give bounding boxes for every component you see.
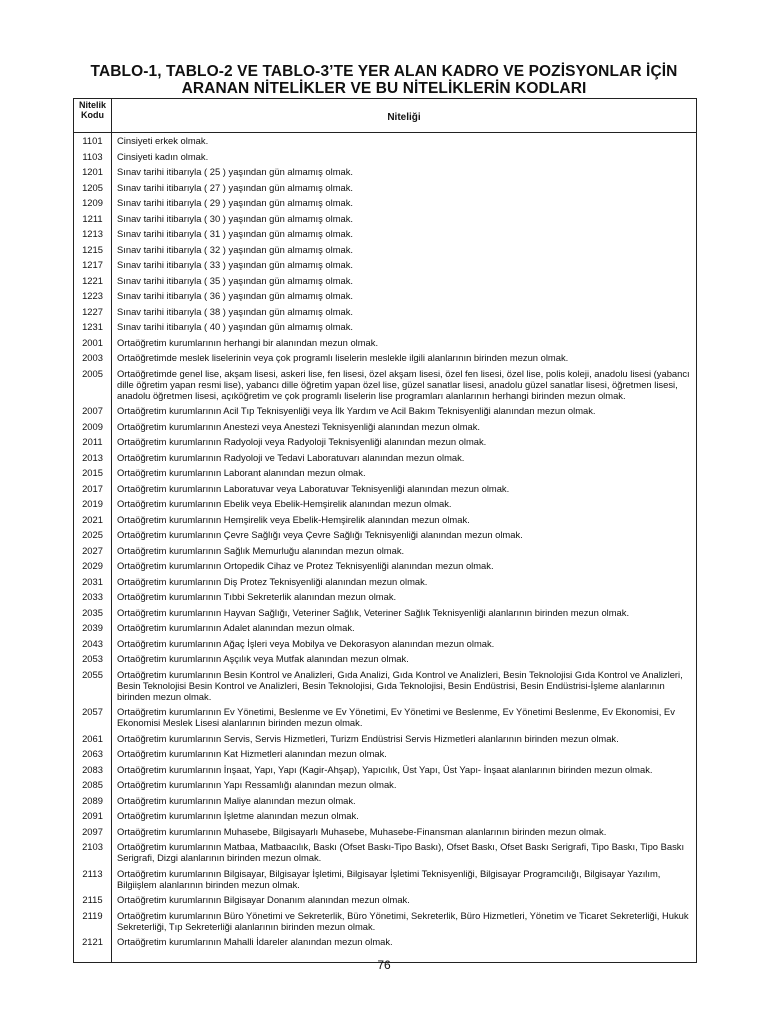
qualification-code: 2103: [74, 840, 112, 867]
qualification-code: 2033: [74, 590, 112, 606]
qualification-description: Ortaöğretimde meslek liselerinin veya çok programlı liselerin meslekle ilgili alanlarının birinden mezun olmak.: [112, 351, 697, 367]
qualification-code: 2083: [74, 763, 112, 779]
qualification-description: Ortaöğretim kurumlarının Tıbbi Sekreterlik alanından mezun olmak.: [112, 590, 697, 606]
qualification-description: Ortaöğretim kurumlarının Sağlık Memurluğu alanından mezun olmak.: [112, 544, 697, 560]
table-row: [74, 867, 697, 894]
qualification-code: 2011: [74, 435, 112, 451]
qualification-description: Sınav tarihi itibarıyla ( 30 ) yaşından gün almamış olmak.: [112, 212, 697, 228]
qualification-description: Sınav tarihi itibarıyla ( 40 ) yaşından gün almamış olmak.: [112, 320, 697, 336]
qualification-code: 2013: [74, 451, 112, 467]
qualification-description: Ortaöğretim kurumlarının Radyoloji veya Radyoloji Teknisyenliği alanından mezun olmak.: [112, 435, 697, 451]
qualification-description: Ortaöğretim kurumlarının Servis, Servis Hizmetleri, Turizm Endüstrisi Servis Hizmetleri alanlarının birinden mezun olmak.: [112, 732, 697, 748]
qualification-description: Ortaöğretim kurumlarının Ebelik veya Ebelik-Hemşirelik alanından mezun olmak.: [112, 497, 697, 513]
qualification-code: 1213: [74, 227, 112, 243]
table-row: [74, 809, 697, 825]
qualification-code: 2003: [74, 351, 112, 367]
qualification-description: Ortaöğretim kurumlarının Ev Yönetimi, Beslenme ve Ev Yönetimi, Ev Yönetimi ve Beslenme, Ev Yönetimi Beslenme, Ev Ekonomisi, Ev Ekonomisi Meslek Lisesi alanlarının birinden mezun olmak.: [112, 705, 697, 732]
table-row: [74, 165, 697, 181]
table-row: [74, 893, 697, 909]
table-row: [74, 181, 697, 197]
qualification-description: Ortaöğretim kurumlarının İşletme alanından mezun olmak.: [112, 809, 697, 825]
qualification-description: Ortaöğretim kurumlarının herhangi bir alanından mezun olmak.: [112, 336, 697, 352]
qualification-description: Ortaöğretim kurumlarının Matbaa, Matbaacılık, Baskı (Ofset Baskı-Tipo Baskı), Ofset Baskı, Ofset Baskı Serigrafi, Tipo Baskı, Tipo Baskı Serigrafi, Dizgi alanlarının birinden mezun olmak.: [112, 840, 697, 867]
table-row: [74, 652, 697, 668]
qualification-code: 1223: [74, 289, 112, 305]
qualification-code: 2019: [74, 497, 112, 513]
table-row: [74, 575, 697, 591]
table-row: [74, 909, 697, 936]
table-row: [74, 778, 697, 794]
qualification-description: Cinsiyeti erkek olmak.: [112, 133, 697, 150]
qualification-code: 2057: [74, 705, 112, 732]
qualification-code: 2007: [74, 404, 112, 420]
table-row: [74, 150, 697, 166]
table-row: [74, 435, 697, 451]
qualification-description: Ortaöğretim kurumlarının Bilgisayar, Bilgisayar İşletimi, Bilgisayar İşletimi Teknisyenliği, Bilgisayar Programcılığı, Bilgisayar Yazılım, Bilgiişlem alanlarının birinden mezun olmak.: [112, 867, 697, 894]
qualification-code: 2005: [74, 367, 112, 405]
qualification-description: Sınav tarihi itibarıyla ( 25 ) yaşından gün almamış olmak.: [112, 165, 697, 181]
qualification-description: Sınav tarihi itibarıyla ( 29 ) yaşından gün almamış olmak.: [112, 196, 697, 212]
qualification-code: 2001: [74, 336, 112, 352]
table-row: [74, 732, 697, 748]
qualification-description: Ortaöğretim kurumlarının Ortopedik Cihaz ve Protez Teknisyenliği alanından mezun olmak.: [112, 559, 697, 575]
qualification-code: 2061: [74, 732, 112, 748]
qualification-description: Sınav tarihi itibarıyla ( 32 ) yaşından gün almamış olmak.: [112, 243, 697, 259]
table-row: [74, 763, 697, 779]
table-row: [74, 668, 697, 706]
table-row: [74, 606, 697, 622]
qualification-code: 2031: [74, 575, 112, 591]
table-row: [74, 825, 697, 841]
qualification-code: 2091: [74, 809, 112, 825]
qualification-code: 1227: [74, 305, 112, 321]
qualification-code: 1221: [74, 274, 112, 290]
table-row: [74, 404, 697, 420]
qualification-code: 2115: [74, 893, 112, 909]
qualification-description: Ortaöğretim kurumlarının Muhasebe, Bilgisayarlı Muhasebe, Muhasebe-Finansman alanlarının birinden mezun olmak.: [112, 825, 697, 841]
table-row: [74, 528, 697, 544]
qualification-description: Ortaöğretim kurumlarının Büro Yönetimi ve Sekreterlik, Büro Yönetimi, Sekreterlik, Büro Hizmetleri, Yönetim ve Ticaret Sekreterliği, Hukuk Sekreterliği, Tıp Sekreterliği alanlarının birinden mezun olmak.: [112, 909, 697, 936]
qualification-description: Ortaöğretim kurumlarının Yapı Ressamlığı alanından mezun olmak.: [112, 778, 697, 794]
qualification-description: Ortaöğretim kurumlarının Laborant alanından mezun olmak.: [112, 466, 697, 482]
qualification-code: 2053: [74, 652, 112, 668]
qualification-code: 2063: [74, 747, 112, 763]
table-row: [74, 705, 697, 732]
table-row: [74, 466, 697, 482]
qualification-code: 2113: [74, 867, 112, 894]
table-row: [74, 637, 697, 653]
qualification-code: 2015: [74, 466, 112, 482]
qualifications-table: [73, 98, 697, 963]
table-row: [74, 274, 697, 290]
qualification-description: Ortaöğretim kurumlarının Maliye alanından mezun olmak.: [112, 794, 697, 810]
qualification-code: 2027: [74, 544, 112, 560]
table-row: [74, 840, 697, 867]
qualification-description: Sınav tarihi itibarıyla ( 38 ) yaşından gün almamış olmak.: [112, 305, 697, 321]
qualification-code: 2025: [74, 528, 112, 544]
qualification-code: 2121: [74, 935, 112, 962]
qualification-description: Cinsiyeti kadın olmak.: [112, 150, 697, 166]
table-row: [74, 305, 697, 321]
qualification-description: Sınav tarihi itibarıyla ( 36 ) yaşından gün almamış olmak.: [112, 289, 697, 305]
qualification-code: 1215: [74, 243, 112, 259]
qualification-description: Ortaöğretim kurumlarının Diş Protez Teknisyenliği alanından mezun olmak.: [112, 575, 697, 591]
title-line-2: ARANAN NİTELİKLER VE BU NİTELİKLERİN KODLARI: [181, 80, 587, 97]
qualification-code: 2039: [74, 621, 112, 637]
table-row: [74, 559, 697, 575]
header-description: Niteliği: [112, 99, 697, 133]
table-row: [74, 451, 697, 467]
table-body: [74, 133, 697, 963]
qualification-code: 2089: [74, 794, 112, 810]
table-row: [74, 590, 697, 606]
qualification-code: 2029: [74, 559, 112, 575]
qualification-description: Ortaöğretimde genel lise, akşam lisesi, askeri lise, fen lisesi, özel akşam lisesi, özel fen lisesi, özel lise, polis koleji, anadolu lisesi (yabancı dille öğretim yapan resmi lise), yabancı dille öğretim yapan özel lise, güzel sanatlar lisesi, anadolu güzel sanatlar lisesi, öğretmen lisesi, anadolu öğretmen lisesi, açıköğretim ve çok programlı liselerin lise programları alanlarının herhangi birinden mezun olmak.: [112, 367, 697, 405]
qualification-code: 1101: [74, 133, 112, 150]
qualification-description: Ortaöğretim kurumlarının Ağaç İşleri veya Mobilya ve Dekorasyon alanından mezun olmak.: [112, 637, 697, 653]
qualification-code: 2097: [74, 825, 112, 841]
table-row: [74, 212, 697, 228]
qualification-description: Sınav tarihi itibarıyla ( 35 ) yaşından gün almamış olmak.: [112, 274, 697, 290]
table-row: [74, 289, 697, 305]
table-row: [74, 243, 697, 259]
qualification-code: 2009: [74, 420, 112, 436]
qualification-code: 1211: [74, 212, 112, 228]
table-row: [74, 196, 697, 212]
title-line-1: TABLO-1, TABLO-2 VE TABLO-3’TE YER ALAN KADRO VE POZİSYONLAR İÇİN: [90, 63, 678, 80]
qualification-description: Ortaöğretim kurumlarının Mahalli İdareler alanından mezun olmak.: [112, 935, 697, 962]
qualification-description: Ortaöğretim kurumlarının Çevre Sağlığı veya Çevre Sağlığı Teknisyenliği alanından mezun olmak.: [112, 528, 697, 544]
qualification-description: Ortaöğretim kurumlarının İnşaat, Yapı, Yapı (Kagir-Ahşap), Yapıcılık, Üst Yapı, Üst Yapı- İnşaat alanlarının birinden mezun olmak.: [112, 763, 697, 779]
header-code: [74, 99, 112, 133]
table-header-row: [74, 99, 697, 133]
qualification-code: 2055: [74, 668, 112, 706]
qualification-description: Ortaöğretim kurumlarının Radyoloji ve Tedavi Laboratuvarı alanından mezun olmak.: [112, 451, 697, 467]
qualification-code: 2021: [74, 513, 112, 529]
table-row: [74, 351, 697, 367]
table-row: [74, 367, 697, 405]
table-row: [74, 133, 697, 150]
qualification-description: Ortaöğretim kurumlarının Acil Tıp Teknisyenliği veya İlk Yardım ve Acil Bakım Teknisyenliği alanından mezun olmak.: [112, 404, 697, 420]
table-row: [74, 320, 697, 336]
qualification-description: Ortaöğretim kurumlarının Besin Kontrol ve Analizleri, Gıda Analizi, Gıda Kontrol ve Analizleri, Besin Teknolojisi Gıda Kontrol ve Analizleri, Besin Teknolojisi Besin Kontrol ve Analizleri, Besin Teknolojisi, Gıda Teknolojisi, Besin Endüstrisi, Besin Endüstrisi-İşleme alanlarının birinden mezun olmak.: [112, 668, 697, 706]
qualification-description: Ortaöğretim kurumlarının Adalet alanından mezun olmak.: [112, 621, 697, 637]
table-row: [74, 258, 697, 274]
table-row: [74, 794, 697, 810]
qualification-description: Sınav tarihi itibarıyla ( 33 ) yaşından gün almamış olmak.: [112, 258, 697, 274]
qualification-code: 1201: [74, 165, 112, 181]
qualification-description: Ortaöğretim kurumlarının Aşçılık veya Mutfak alanından mezun olmak.: [112, 652, 697, 668]
qualification-code: 2043: [74, 637, 112, 653]
qualification-code: 1103: [74, 150, 112, 166]
page-title: [72, 63, 696, 97]
table-row: [74, 497, 697, 513]
header-code-line-1: Nitelik: [78, 100, 106, 110]
table-row: [74, 336, 697, 352]
qualification-code: 2017: [74, 482, 112, 498]
page-number: 76: [377, 958, 391, 972]
qualification-description: Ortaöğretim kurumlarının Laboratuvar veya Laboratuvar Teknisyenliği alanından mezun olmak.: [112, 482, 697, 498]
table-row: [74, 420, 697, 436]
qualification-code: 1217: [74, 258, 112, 274]
qualification-code: 1209: [74, 196, 112, 212]
qualification-description: Ortaöğretim kurumlarının Hemşirelik veya Ebelik-Hemşirelik alanından mezun olmak.: [112, 513, 697, 529]
qualification-code: 1231: [74, 320, 112, 336]
qualification-description: Ortaöğretim kurumlarının Anestezi veya Anestezi Teknisyenliği alanından mezun olmak.: [112, 420, 697, 436]
table-row: [74, 747, 697, 763]
qualification-code: 2119: [74, 909, 112, 936]
table-row: [74, 621, 697, 637]
qualification-code: 1205: [74, 181, 112, 197]
qualification-code: 2085: [74, 778, 112, 794]
qualification-code: 2035: [74, 606, 112, 622]
table-row: [74, 482, 697, 498]
qualification-description: Ortaöğretim kurumlarının Bilgisayar Donanım alanından mezun olmak.: [112, 893, 697, 909]
qualification-description: Ortaöğretim kurumlarının Kat Hizmetleri alanından mezun olmak.: [112, 747, 697, 763]
table-row: [74, 227, 697, 243]
table-row: [74, 544, 697, 560]
qualification-description: Sınav tarihi itibarıyla ( 31 ) yaşından gün almamış olmak.: [112, 227, 697, 243]
table-row: [74, 513, 697, 529]
qualification-description: Sınav tarihi itibarıyla ( 27 ) yaşından gün almamış olmak.: [112, 181, 697, 197]
qualification-description: Ortaöğretim kurumlarının Hayvan Sağlığı, Veteriner Sağlık, Veteriner Sağlık Teknisyenliği alanlarının birinden mezun olmak.: [112, 606, 697, 622]
header-code-line-2: Kodu: [81, 110, 104, 120]
